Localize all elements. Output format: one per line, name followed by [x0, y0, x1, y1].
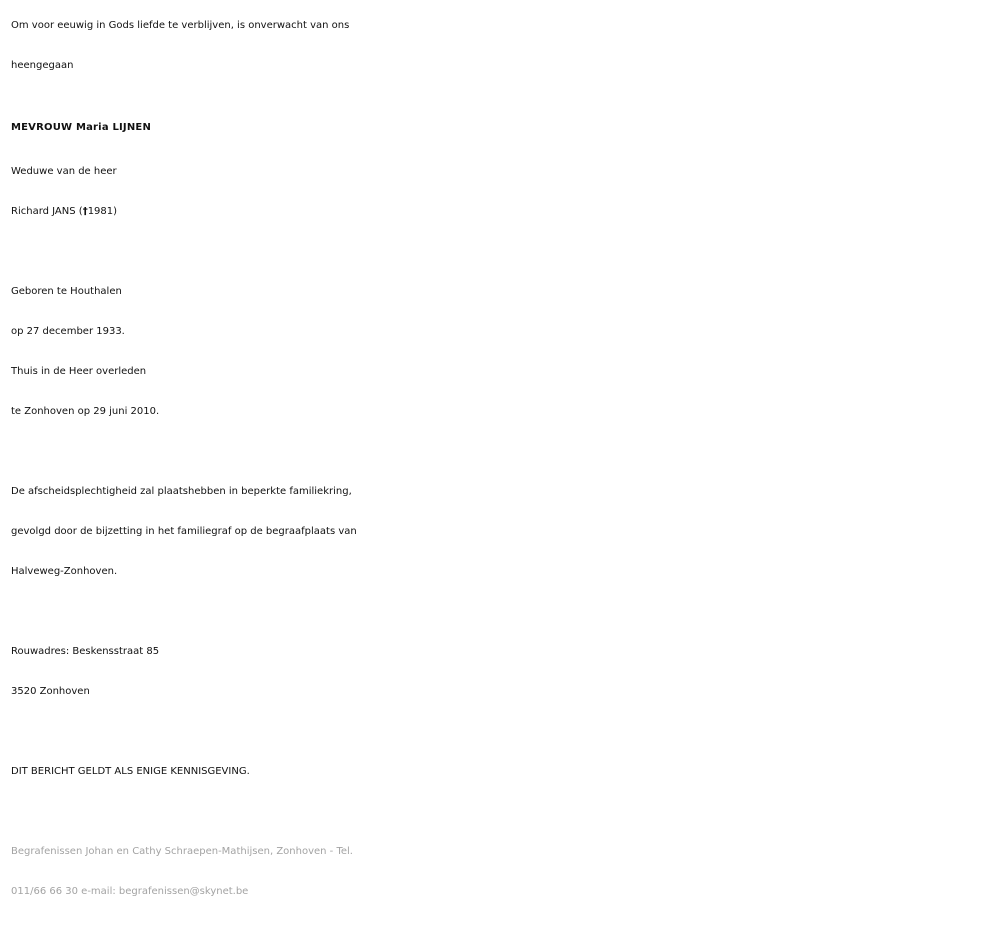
ceremony-line-1: De afscheidsplechtigheid zal plaatshebben in beperkte familiekring,: [11, 486, 352, 497]
cross-icon: †: [82, 206, 88, 217]
address-line-1: Rouwadres: Beskensstraat 85: [11, 646, 160, 657]
funeral-home-line-1: Begrafenissen Johan en Cathy Schraepen-Mathijsen, Zonhoven - Tel.: [11, 846, 353, 857]
spacer: [11, 232, 1000, 272]
spouse-name: Richard JANS (: [11, 206, 83, 217]
death-line-2: te Zonhoven op 29 juni 2010.: [11, 406, 160, 417]
spacer: [11, 792, 1000, 832]
funeral-home-line-2: 011/66 66 30 e-mail: begrafenissen@skynet.be: [11, 886, 249, 897]
birth-line-2: op 27 december 1933.: [11, 326, 125, 337]
spacer: [11, 712, 1000, 752]
notice-text: DIT BERICHT GELDT ALS ENIGE KENNISGEVING.: [11, 766, 250, 777]
spacer: [11, 592, 1000, 632]
ceremony-line-2: gevolgd door de bijzetting in het familiegraf op de begraafplaats van: [11, 526, 357, 537]
address-line-2: 3520 Zonhoven: [11, 686, 90, 697]
ceremony-line-3: Halveweg-Zonhoven.: [11, 566, 118, 577]
death-line-1: Thuis in de Heer overleden: [11, 366, 147, 377]
spouse-line-1: Weduwe van de heer: [11, 166, 117, 177]
deceased-name: MEVROUW Maria LIJNEN: [11, 122, 152, 133]
spouse-line-2: [11, 192, 1000, 232]
intro-line-1: Om voor eeuwig in Gods liefde te verblijven, is onverwacht van ons: [11, 20, 350, 31]
spouse-death-year: 1981): [87, 206, 118, 217]
birth-line-1: Geboren te Houthalen: [11, 286, 122, 297]
intro-line-2: heengegaan: [11, 60, 74, 71]
spacer: [11, 432, 1000, 472]
